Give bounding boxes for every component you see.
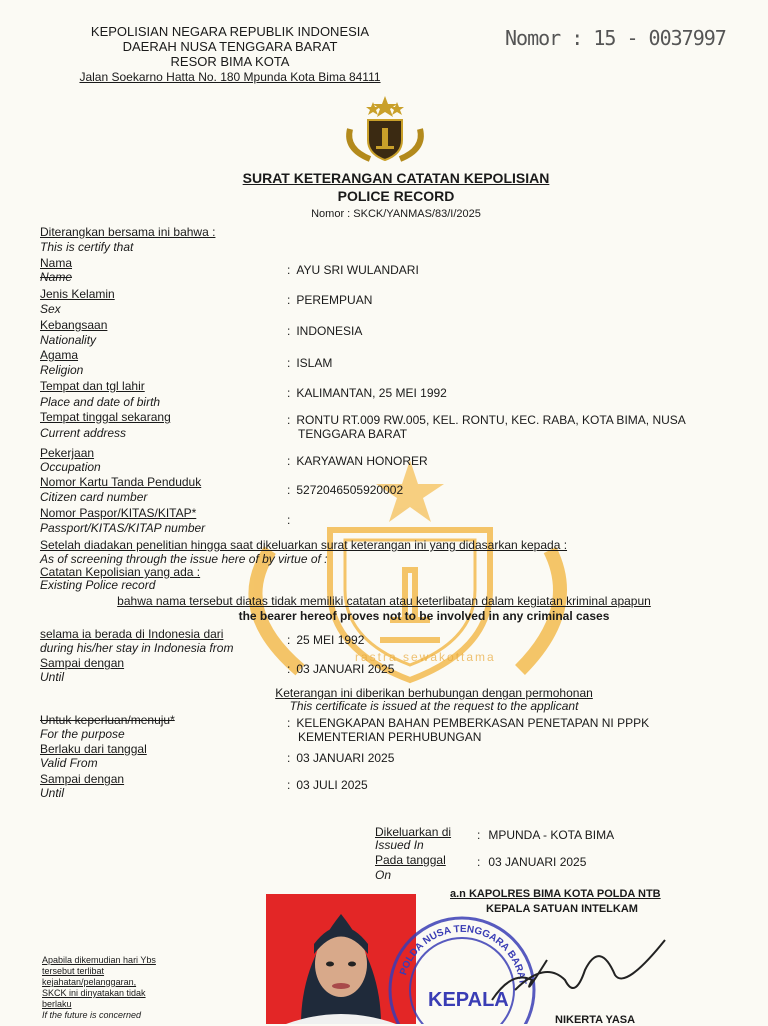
value-stay-until: : 03 JANUARI 2025 — [287, 662, 395, 676]
label-address-en: Current address — [40, 426, 127, 440]
statement-en: the bearer hereof proves not to be involved in any criminal cases — [238, 609, 610, 623]
record-id: Catatan Kepolisian yang ada : — [40, 565, 201, 579]
label-stay-until: Sampai dengan — [40, 656, 125, 670]
label-issued-on-en: On — [375, 868, 392, 882]
serial-number: Nomor : 15 - 0037997 — [505, 26, 726, 50]
record-en: Existing Police record — [40, 578, 156, 592]
request-id: Keterangan ini diberikan berhubungan dengan permohonan — [275, 686, 593, 700]
label-birth: Tempat dan tgl lahir — [40, 379, 145, 393]
value-issued-on: : 03 JANUARI 2025 — [477, 855, 587, 869]
label-religion: Agama — [40, 348, 79, 362]
value-name: : AYU SRI WULANDARI — [287, 263, 419, 277]
label-passport-en: Passport/KITAS/KITAP number — [40, 521, 206, 535]
note-line3: kejahatan/pelanggaran, — [42, 977, 137, 987]
label-issued-in: Dikeluarkan di — [375, 825, 452, 839]
label-stay-from: selama ia berada di Indonesia dari — [40, 627, 224, 641]
document-subtitle: POLICE RECORD — [337, 188, 455, 204]
label-occupation-en: Occupation — [40, 460, 101, 474]
label-idcard: Nomor Kartu Tanda Penduduk — [40, 475, 202, 489]
value-purpose: : KELENGKAPAN BAHAN PEMBERKASAN PENETAPAN NI PPPK — [287, 716, 650, 730]
label-nationality-en: Nationality — [40, 333, 97, 347]
label-sex: Jenis Kelamin — [40, 287, 115, 301]
value-address: : RONTU RT.009 RW.005, KEL. RONTU, KEC. RABA, KOTA BIMA, NUSA — [287, 413, 686, 427]
note-line6: If the future is concerned — [42, 1010, 142, 1020]
label-passport: Nomor Paspor/KITAS/KITAP* — [40, 506, 197, 520]
header-line2: DAERAH NUSA TENGGARA BARAT — [122, 39, 338, 54]
value-nationality: : INDONESIA — [287, 324, 363, 338]
screening-id: Setelah diadakan penelitian hingga saat dikeluarkan surat keterangan ini yang didasarkan kepada : — [40, 538, 568, 552]
value-stay-from: : 25 MEI 1992 — [287, 633, 365, 647]
label-stay-from-en: during his/her stay in Indonesia from — [40, 641, 234, 655]
header-line1: KEPOLISIAN NEGARA REPUBLIK INDONESIA — [90, 24, 370, 39]
value-sex: : PEREMPUAN — [287, 293, 373, 307]
signature-icon — [505, 920, 675, 1010]
label-issued-on: Pada tanggal — [375, 853, 446, 867]
label-name: Nama — [40, 256, 73, 270]
value-valid-from: : 03 JANUARI 2025 — [287, 751, 395, 765]
request-en: This certificate is issued at the request to the applicant — [289, 699, 579, 713]
signatory-name: NIKERTA YASA — [555, 1014, 636, 1026]
stamp-center-text: KEPALA — [428, 989, 509, 1011]
note-line5: berlaku — [42, 999, 72, 1009]
value-valid-until: : 03 JULI 2025 — [287, 778, 368, 792]
label-valid-from-en: Valid From — [40, 756, 98, 770]
value-idcard: : 5272046505920002 — [287, 483, 404, 497]
header-address: Jalan Soekarno Hatta No. 180 Mpunda Kota Bima 84111 — [79, 70, 381, 84]
value-occupation: : KARYAWAN HONORER — [287, 454, 428, 468]
value-address-line2: TENGGARA BARAT — [298, 427, 408, 441]
document-number: Nomor : SKCK/YANMAS/83/I/2025 — [311, 208, 481, 220]
label-purpose: Untuk keperluan/menuju* — [40, 713, 175, 727]
signatory-line1: a.n KAPOLRES BIMA KOTA POLDA NTB — [450, 888, 661, 900]
police-crest-icon — [340, 94, 430, 164]
value-purpose-line2: KEMENTERIAN PERHUBUNGAN — [298, 730, 482, 744]
note-line1: Apabila dikemudian hari Ybs — [42, 955, 156, 965]
label-birth-en: Place and date of birth — [40, 395, 161, 409]
label-name-en: Name — [40, 270, 73, 284]
label-valid-until-en: Until — [40, 786, 65, 800]
note-line4: SKCK ini dinyatakan tidak — [42, 988, 146, 998]
header-line3: RESOR BIMA KOTA — [170, 54, 290, 69]
label-stay-until-en: Until — [40, 670, 65, 684]
label-issued-in-en: Issued In — [375, 838, 424, 852]
value-religion: : ISLAM — [287, 356, 333, 370]
label-sex-en: Sex — [40, 302, 61, 316]
document-title: SURAT KETERANGAN CATATAN KEPOLISIAN — [242, 170, 550, 186]
label-valid-until: Sampai dengan — [40, 772, 125, 786]
label-nationality: Kebangsaan — [40, 318, 108, 332]
label-occupation: Pekerjaan — [40, 446, 95, 460]
value-issued-in: : MPUNDA - KOTA BIMA — [477, 828, 615, 842]
watermark-motto: rastra sewakottama — [355, 650, 496, 664]
label-idcard-en: Citizen card number — [40, 490, 148, 504]
label-address: Tempat tinggal sekarang — [40, 410, 171, 424]
statement-id: bahwa nama tersebut diatas tidak memiliki catatan atau keterlibatan dalam kegiatan kriminal apapun — [117, 594, 651, 608]
label-valid-from: Berlaku dari tanggal — [40, 742, 147, 756]
value-passport: : — [287, 513, 291, 527]
label-religion-en: Religion — [40, 363, 84, 377]
stamp-ring-text: POLDA NUSA TENGGARA BARAT — [398, 923, 528, 986]
screening-en: As of screening through the issue here of by virtue of : — [40, 552, 328, 566]
intro-id: Diterangkan bersama ini bahwa : — [40, 225, 216, 239]
intro-en: This is certify that — [40, 240, 134, 254]
label-purpose-en: For the purpose — [40, 727, 125, 741]
value-birth: : KALIMANTAN, 25 MEI 1992 — [287, 386, 447, 400]
signatory-line2: KEPALA SATUAN INTELKAM — [486, 903, 638, 915]
note-line2: tersebut terlibat — [42, 966, 105, 976]
